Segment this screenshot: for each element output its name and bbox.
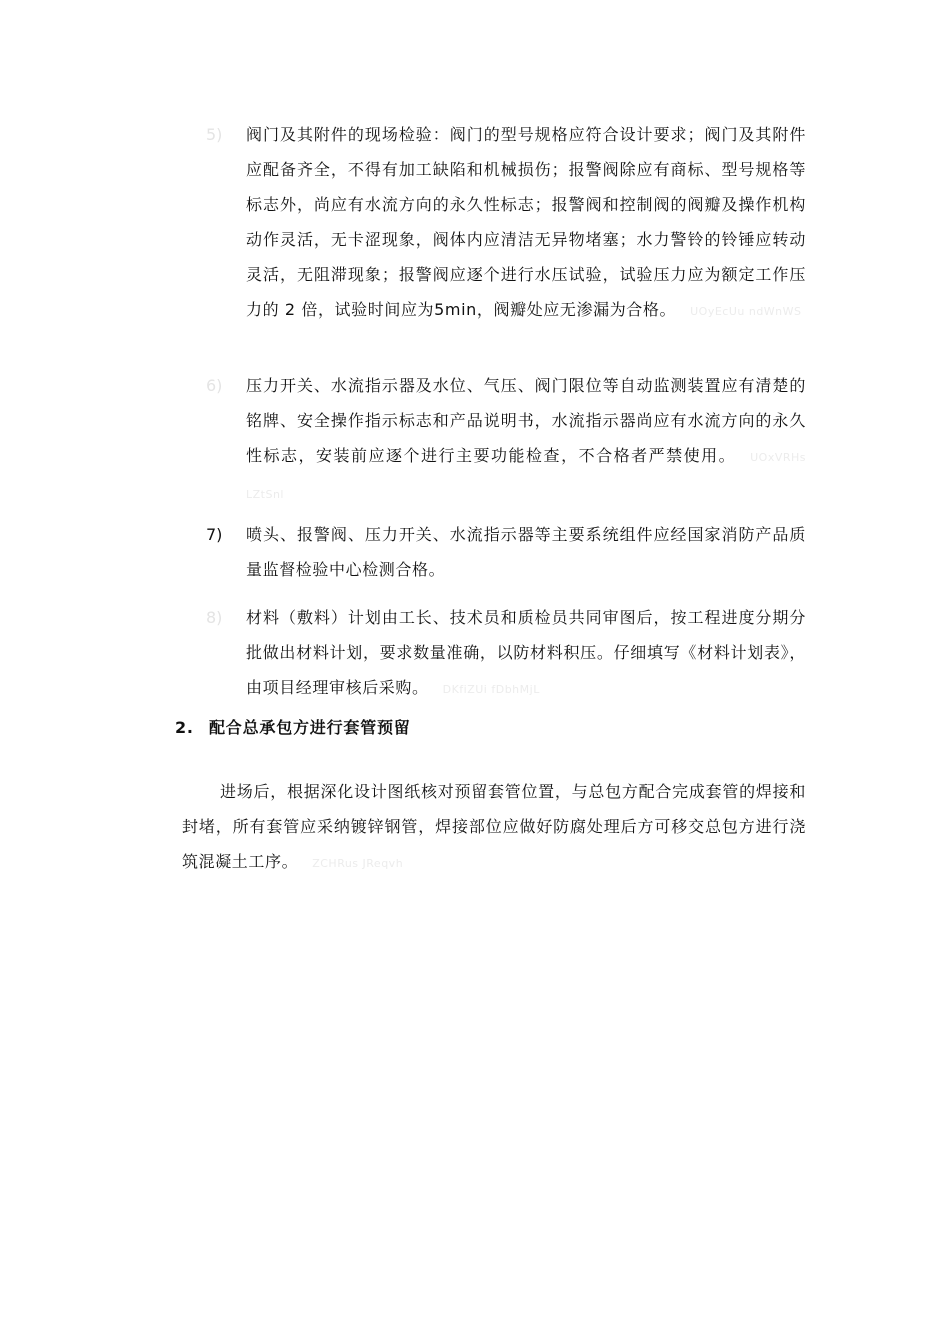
list-item-body: 阀门及其附件的现场检验：阀门的型号规格应符合设计要求；阀门及其附件应配备齐全，不得有加工缺陷和机械损伤；报警阀除应有商标、型号规格等标志外，尚应有水流方向的永久性标志；报警阀和控制阀的阀瓣及操作机构动作灵活，无卡涩现象，阀体内应清洁无异物堵塞；水力警铃的铃锤应转动灵活，无阻滞现象；报警阀应逐个进行水压试验，试验压力应为额定工作压力的 2 倍，试验时间应为5min，阀瓣处应无渗漏为合格。 (246, 125, 806, 319)
list-item-text (246, 117, 806, 329)
list-item (206, 517, 806, 587)
list-item-text (246, 368, 806, 512)
list-item (206, 600, 806, 707)
watermark-text: UOyEcUu ndWnWS (690, 305, 802, 318)
list-item-body: 压力开关、水流指示器及水位、气压、阀门限位等自动监测装置应有清楚的铭牌、安全操作指示标志和产品说明书，水流指示器尚应有水流方向的永久性标志，安装前应逐个进行主要功能检查，不合格者严禁使用。 (246, 376, 806, 465)
watermark-text: ZCHRus JReqvh (312, 857, 404, 870)
list-item-marker: 6) (206, 376, 223, 395)
watermark-text: DKfiZUi fDbhMjL (442, 683, 540, 696)
watermark-text: UOxVRHs LZtSnl (246, 451, 806, 501)
list-item-marker: 5) (206, 125, 223, 144)
list-item-body: 材料（敷料）计划由工长、技术员和质检员共同审图后，按工程进度分期分批做出材料计划，要求数量准确，以防材料积压。仔细填写《材料计划表》，由项目经理审核后采购。 (246, 608, 806, 697)
paragraph-text: 进场后，根据深化设计图纸核对预留套管位置，与总包方配合完成套管的焊接和封堵，所有套管应采纳镀锌钢管，焊接部位应做好防腐处理后方可移交总包方进行浇筑混凝土工序。 (182, 782, 806, 871)
list-item (206, 117, 806, 329)
section-number: 2. (175, 718, 194, 737)
list-item-marker: 8) (206, 608, 223, 627)
section-heading (175, 713, 411, 743)
list-item (206, 368, 806, 512)
list-item-text (246, 517, 806, 587)
body-paragraph (182, 774, 806, 881)
section-title: 配合总承包方进行套管预留 (209, 718, 411, 737)
list-item-marker: 7) (206, 525, 223, 544)
list-item-body: 喷头、报警阀、压力开关、水流指示器等主要系统组件应经国家消防产品质量监督检验中心检测合格。 (246, 525, 806, 579)
list-item-text (246, 600, 806, 707)
